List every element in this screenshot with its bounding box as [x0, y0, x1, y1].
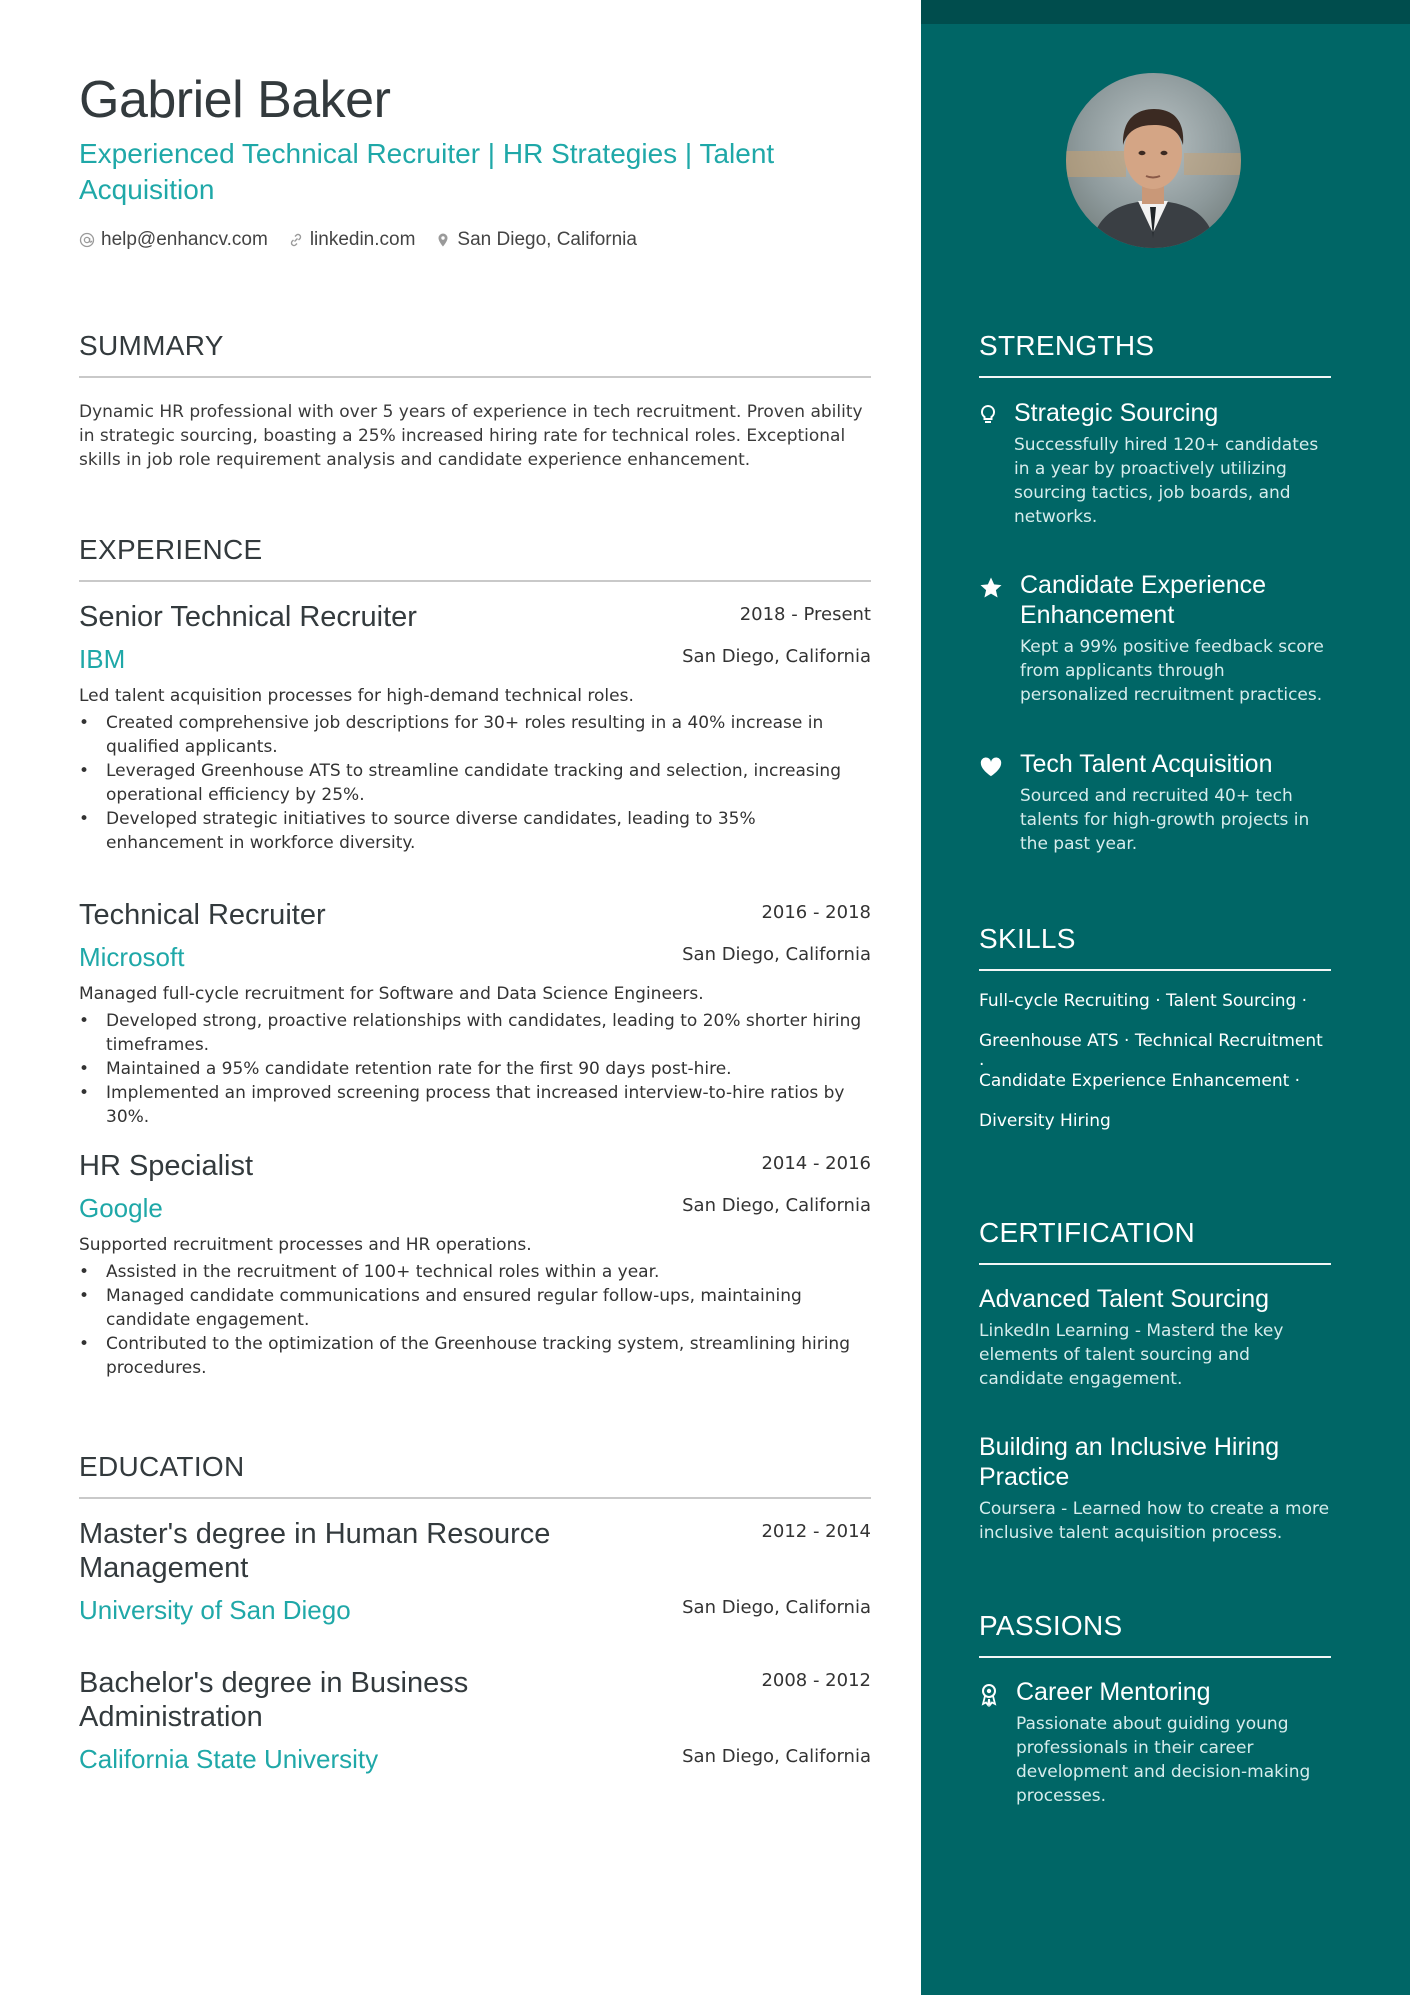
job-title: Senior Technical Recruiter [79, 601, 417, 633]
certification-item [979, 1432, 1331, 1545]
education-dates: 2008 - 2012 [761, 1670, 871, 1691]
experience-entry [79, 600, 871, 855]
section-title: CERTIFICATION [979, 1217, 1195, 1248]
section-divider [979, 1656, 1331, 1658]
summary-section [79, 330, 871, 472]
heart-icon [979, 755, 1003, 779]
job-location: San Diego, California [682, 944, 871, 965]
strengths-section [979, 330, 1331, 378]
contact-email-text: help@enhancv.com [101, 229, 268, 250]
education-location: San Diego, California [682, 1597, 871, 1618]
education-dates: 2012 - 2014 [761, 1521, 871, 1542]
job-dates: 2018 - Present [739, 604, 871, 625]
achievement-item: • Assisted in the recruitment of 100+ technical roles within a year. [79, 1260, 871, 1284]
section-title: SUMMARY [79, 330, 224, 361]
at-sign-icon [79, 232, 95, 248]
summary-text: Dynamic HR professional with over 5 years of experience in tech recruitment. Proven ability in strategic sourcing, boasting a 25% increased hiring rate for technical roles. Exceptional skills in job role requirement analysis and candidate experience enhancement. [79, 402, 863, 470]
section-divider [979, 1263, 1331, 1265]
strength-item [979, 570, 1331, 707]
passions-section [979, 1610, 1331, 1658]
avatar [1066, 73, 1241, 248]
certification-section [979, 1217, 1331, 1265]
strength-title: Tech Talent Acquisition [1020, 750, 1273, 778]
strength-description: Successfully hired 120+ candidates in a year by proactively utilizing sourcing tactics, job boards, and networks. [1014, 435, 1319, 527]
skill-line: Full-cycle Recruiting · Talent Sourcing · [979, 991, 1308, 1011]
section-title: SKILLS [979, 923, 1076, 954]
achievement-item: • Leveraged Greenhouse ATS to streamline candidate tracking and selection, increasing operational efficiency by 25%. [79, 759, 871, 807]
sidebar-top-band [921, 0, 1410, 24]
education-section [79, 1451, 871, 1499]
achievement-item: • Managed candidate communications and ensured regular follow-ups, maintaining candidate engagement. [79, 1284, 871, 1332]
passion-item [979, 1677, 1331, 1808]
section-divider [79, 580, 871, 582]
strength-title: Strategic Sourcing [1014, 399, 1219, 427]
candidate-headline: Experienced Technical Recruiter | HR Strategies | Talent Acquisition [79, 138, 775, 205]
section-title: STRENGTHS [979, 330, 1155, 361]
section-divider [979, 376, 1331, 378]
achievement-item: • Created comprehensive job descriptions for 30+ roles resulting in a 40% increase in qualified applicants. [79, 711, 871, 759]
section-divider [979, 969, 1331, 971]
education-entry [79, 1517, 871, 1627]
job-dates: 2014 - 2016 [761, 1153, 871, 1174]
school-name: University of San Diego [79, 1595, 351, 1625]
achievement-item: • Developed strategic initiatives to source diverse candidates, leading to 35% enhancement in workforce diversity. [79, 807, 871, 855]
job-title: Technical Recruiter [79, 899, 326, 931]
strength-description: Kept a 99% positive feedback score from applicants through personalized recruitment practices. [1020, 637, 1324, 705]
achievement-item: • Contributed to the optimization of the Greenhouse tracking system, streamlining hiring procedures. [79, 1332, 871, 1380]
job-achievements [79, 1260, 871, 1380]
certification-title: Advanced Talent Sourcing [979, 1285, 1270, 1313]
degree-title: Bachelor's degree in Business Administration [79, 1667, 469, 1733]
job-description: Managed full-cycle recruitment for Software and Data Science Engineers. [79, 984, 704, 1004]
skill-line: Diversity Hiring [979, 1111, 1111, 1131]
section-title: EDUCATION [79, 1451, 245, 1482]
skills-list [979, 989, 1331, 1149]
section-divider [79, 376, 871, 378]
experience-entry [79, 1149, 871, 1380]
candidate-name: Gabriel Baker [79, 71, 391, 129]
strength-item [979, 749, 1331, 856]
award-ribbon-icon [979, 1683, 999, 1707]
section-title: EXPERIENCE [79, 534, 263, 565]
job-achievements [79, 1009, 871, 1129]
company-name: IBM [79, 644, 126, 674]
achievement-item: • Developed strong, proactive relationships with candidates, leading to 20% shorter hiring timeframes. [79, 1009, 871, 1057]
contact-linkedin[interactable] [288, 229, 416, 251]
job-dates: 2016 - 2018 [761, 902, 871, 923]
contact-linkedin-text: linkedin.com [309, 229, 416, 250]
strength-description: Sourced and recruited 40+ tech talents for high-growth projects in the past year. [1020, 786, 1310, 854]
job-achievements [79, 711, 871, 855]
link-icon [288, 232, 304, 248]
section-title: PASSIONS [979, 1610, 1123, 1641]
achievement-item: • Implemented an improved screening process that increased interview-to-hire ratios by 30%. [79, 1081, 871, 1129]
profile-photo [1066, 73, 1241, 248]
certification-title: Building an Inclusive Hiring Practice [979, 1433, 1280, 1491]
experience-entry [79, 898, 871, 1129]
strength-title: Candidate Experience Enhancement [1020, 571, 1266, 629]
passion-title: Career Mentoring [1016, 1678, 1211, 1706]
job-location: San Diego, California [682, 1195, 871, 1216]
skill-line: Candidate Experience Enhancement · [979, 1071, 1301, 1091]
company-name: Microsoft [79, 942, 185, 972]
certification-description: LinkedIn Learning - Masterd the key elements of talent sourcing and candidate engagement. [979, 1321, 1284, 1389]
contact-location [435, 229, 637, 251]
company-name: Google [79, 1193, 163, 1223]
school-name: California State University [79, 1744, 379, 1774]
achievement-item: • Maintained a 95% candidate retention rate for the first 90 days post-hire. [79, 1057, 871, 1081]
lightbulb-icon [979, 404, 997, 426]
certification-description: Coursera - Learned how to create a more inclusive talent acquisition process. [979, 1499, 1330, 1543]
contact-bar [79, 229, 657, 251]
passion-description: Passionate about guiding young professionals in their career development and decision-making processes. [1016, 1714, 1311, 1806]
job-location: San Diego, California [682, 646, 871, 667]
sidebar [921, 0, 1410, 1995]
contact-email[interactable] [79, 229, 268, 251]
strength-item [979, 398, 1331, 529]
job-description: Led talent acquisition processes for high-demand technical roles. [79, 686, 634, 706]
section-divider [79, 1497, 871, 1499]
contact-location-text: San Diego, California [457, 229, 637, 250]
experience-section [79, 534, 871, 582]
job-title: HR Specialist [79, 1150, 254, 1182]
skill-line: Greenhouse ATS · Technical Recruitment · [979, 1031, 1323, 1075]
education-entry [79, 1666, 871, 1776]
map-pin-icon [435, 232, 451, 248]
degree-title: Master's degree in Human Resource Management [79, 1518, 551, 1584]
skills-section [979, 923, 1331, 1149]
job-description: Supported recruitment processes and HR operations. [79, 1235, 532, 1255]
certification-item [979, 1284, 1331, 1391]
star-icon [979, 576, 1003, 600]
education-location: San Diego, California [682, 1746, 871, 1767]
